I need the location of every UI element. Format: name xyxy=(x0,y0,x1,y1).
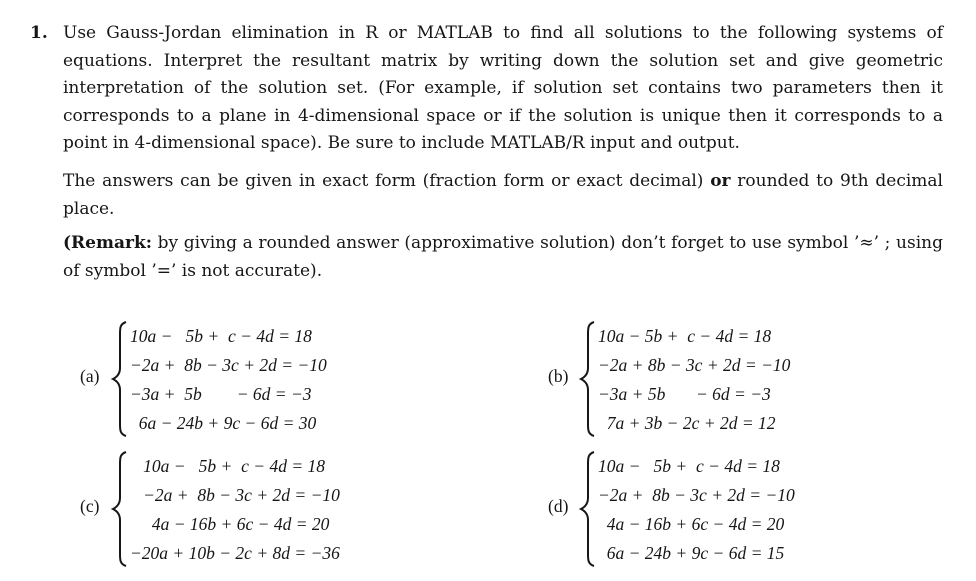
answers-note-text: The answers can be given in exact form (fraction form or exact decimal) xyxy=(63,171,711,191)
equation-1: 10a − 5b + c − 4d = 18 xyxy=(130,326,312,346)
equation-3: −3a + 5b − 6d = −3 xyxy=(598,384,771,404)
equation-3: −3a + 5b − 6d = −3 xyxy=(130,384,312,404)
system-label: (a) xyxy=(80,366,100,386)
remark xyxy=(63,230,943,285)
system-a xyxy=(80,320,460,438)
equation-2: −2a + 8b − 3c + 2d = −10 xyxy=(598,485,795,505)
equation-2: −2a + 8b − 3c + 2d = −10 xyxy=(130,355,327,375)
system-c xyxy=(80,450,460,568)
equation-list xyxy=(598,322,790,438)
remark-text: by giving a rounded answer (approximative solution) don’t forget to use symbol ’≈’ ; using of symbol ’=’ is not accurate). xyxy=(63,233,943,281)
equation-1: 10a − 5b + c − 4d = 18 xyxy=(598,326,772,346)
remark-label: Remark: xyxy=(71,233,153,253)
equation-1: 10a − 5b + c − 4d = 18 xyxy=(598,456,780,476)
equation-3: 4a − 16b + 6c − 4d = 20 xyxy=(598,514,785,534)
problem-number: 1. xyxy=(30,23,48,43)
answers-note-or: or xyxy=(710,171,731,191)
system-label: (b) xyxy=(548,366,569,386)
remark-open-paren: ( xyxy=(63,233,72,253)
equation-4: 6a − 24b + 9c − 6d = 15 xyxy=(598,543,785,563)
equation-4: −20a + 10b − 2c + 8d = −36 xyxy=(130,543,340,563)
system-label: (d) xyxy=(548,496,569,516)
system-d xyxy=(548,450,928,568)
answers-note xyxy=(63,168,943,223)
equation-list xyxy=(598,452,795,568)
equation-list xyxy=(130,452,340,568)
equation-2: −2a + 8b − 3c + 2d = −10 xyxy=(598,355,791,375)
equation-3: 4a − 16b + 6c − 4d = 20 xyxy=(130,514,330,534)
equation-list xyxy=(130,322,327,438)
system-b xyxy=(548,320,928,438)
equation-4: 7a + 3b − 2c + 2d = 12 xyxy=(598,413,776,433)
equation-2: −2a + 8b − 3c + 2d = −10 xyxy=(130,485,340,505)
equation-1: 10a − 5b + c − 4d = 18 xyxy=(130,456,326,476)
answers-note-rest: rounded to 9th decimal place. xyxy=(63,171,943,219)
system-label: (c) xyxy=(80,496,100,516)
problem-instruction: Use Gauss-Jordan elimination in R or MATLAB to find all solutions to the following systems of equations. Interpret the resultant matrix by writing down the solution set and give geometric interpretation of the solution set. (For example, if solution set contains two parameters then it corresponds to a plane in 4-dimensional space or if the solution is unique then it corresponds to a point in 4-dimensional space). Be sure to include MATLAB/R input and output. xyxy=(63,23,943,153)
equation-4: 6a − 24b + 9c − 6d = 30 xyxy=(130,413,317,433)
